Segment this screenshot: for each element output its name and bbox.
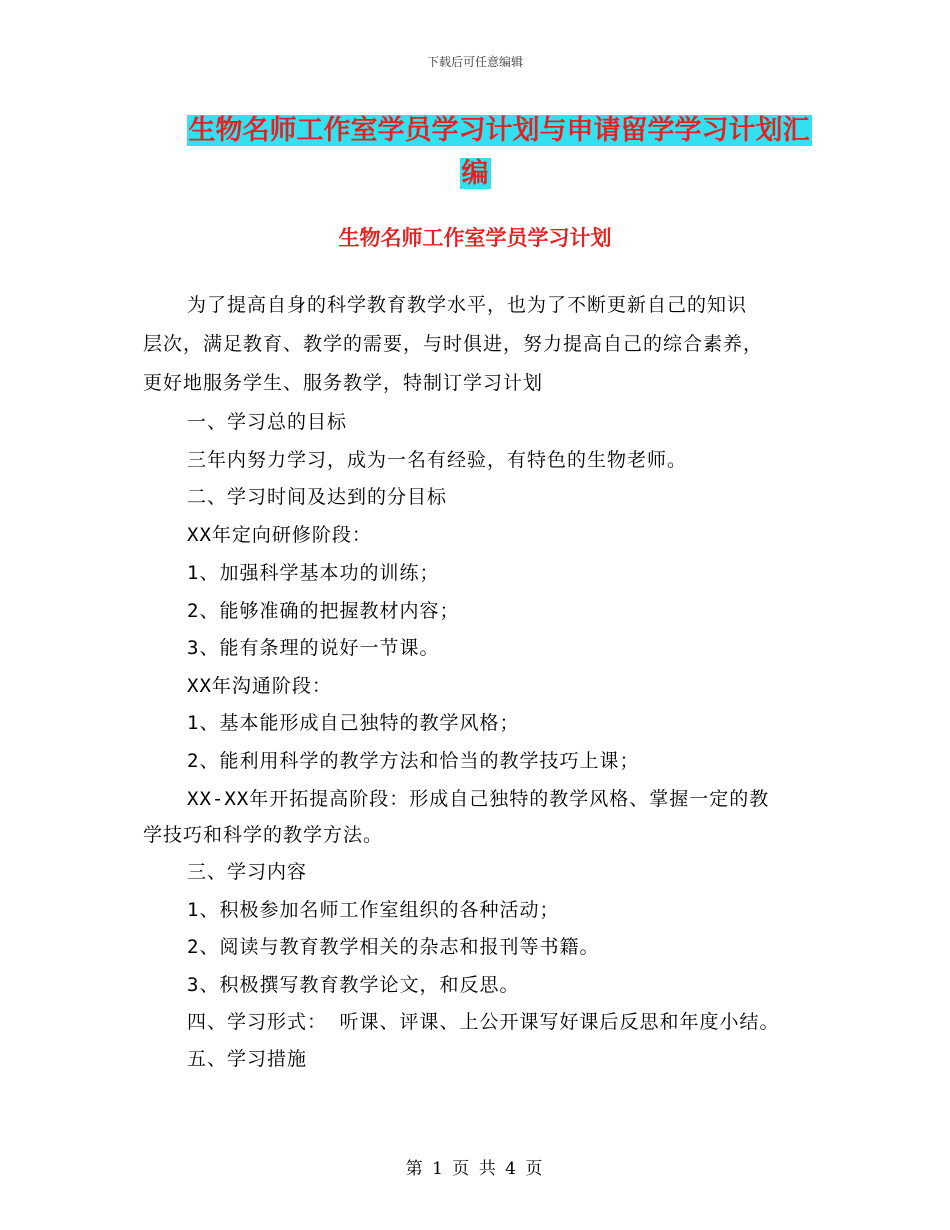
content-item-1: 1、积极参加名师工作室组织的各种活动； bbox=[187, 899, 560, 921]
document-title-text-2: 编 bbox=[461, 158, 489, 189]
stage-2-item-2: 2、能利用科学的教学方法和恰当的教学技巧上课； bbox=[187, 750, 640, 772]
section-title: 生物名师工作室学员学习计划 bbox=[338, 226, 612, 250]
intro-line-1: 为了提高自身的科学教育教学水平，也为了不断更新自己的知识 bbox=[187, 294, 748, 316]
heading-timeline: 二、学习时间及达到的分目标 bbox=[187, 486, 448, 508]
stage-2-item-1: 1、基本能形成自己独特的教学风格； bbox=[187, 712, 520, 734]
heading-measures: 五、学习措施 bbox=[187, 1048, 308, 1070]
intro-line-3: 更好地服务学生、服务教学，特制订学习计划 bbox=[143, 372, 544, 394]
content-item-3: 3、积极撰写教育教学论文，和反思。 bbox=[187, 974, 520, 996]
stage-1-title: XX年定向研修阶段： bbox=[187, 524, 372, 546]
document-title-text-1: 生物名师工作室学员学习计划与申请留学学习计划汇 bbox=[188, 115, 810, 146]
stage-3-line-1: XX-XX年开拓提高阶段：形成自己独特的教学风格、掌握一定的教 bbox=[187, 788, 770, 810]
document-title-line-2 bbox=[0, 155, 950, 193]
stage-3-line-2: 学技巧和科学的教学方法。 bbox=[143, 824, 384, 846]
stage-1-item-1: 1、加强科学基本功的训练； bbox=[187, 562, 440, 584]
heading-form: 四、学习形式： 听课、评课、上公开课写好课后反思和年度小结。 bbox=[187, 1011, 780, 1033]
goal-text: 三年内努力学习，成为一名有经验，有特色的生物老师。 bbox=[187, 449, 688, 471]
stage-1-item-2: 2、能够准确的把握教材内容； bbox=[187, 600, 460, 622]
page-footer: 第 1 页 共 4 页 bbox=[405, 1159, 545, 1179]
content-item-2: 2、阅读与教育教学相关的杂志和报刊等书籍。 bbox=[187, 936, 600, 958]
stage-2-title: XX年沟通阶段： bbox=[187, 675, 332, 697]
heading-goal: 一、学习总的目标 bbox=[187, 411, 348, 433]
heading-content: 三、学习内容 bbox=[187, 861, 308, 883]
stage-1-item-3: 3、能有条理的说好一节课。 bbox=[187, 637, 440, 659]
header-note: 下载后可任意编辑 bbox=[426, 55, 523, 69]
document-title-line-1 bbox=[24, 112, 950, 150]
intro-line-2: 层次，满足教育、教学的需要，与时俱进，努力提高自己的综合素养， bbox=[143, 333, 764, 355]
